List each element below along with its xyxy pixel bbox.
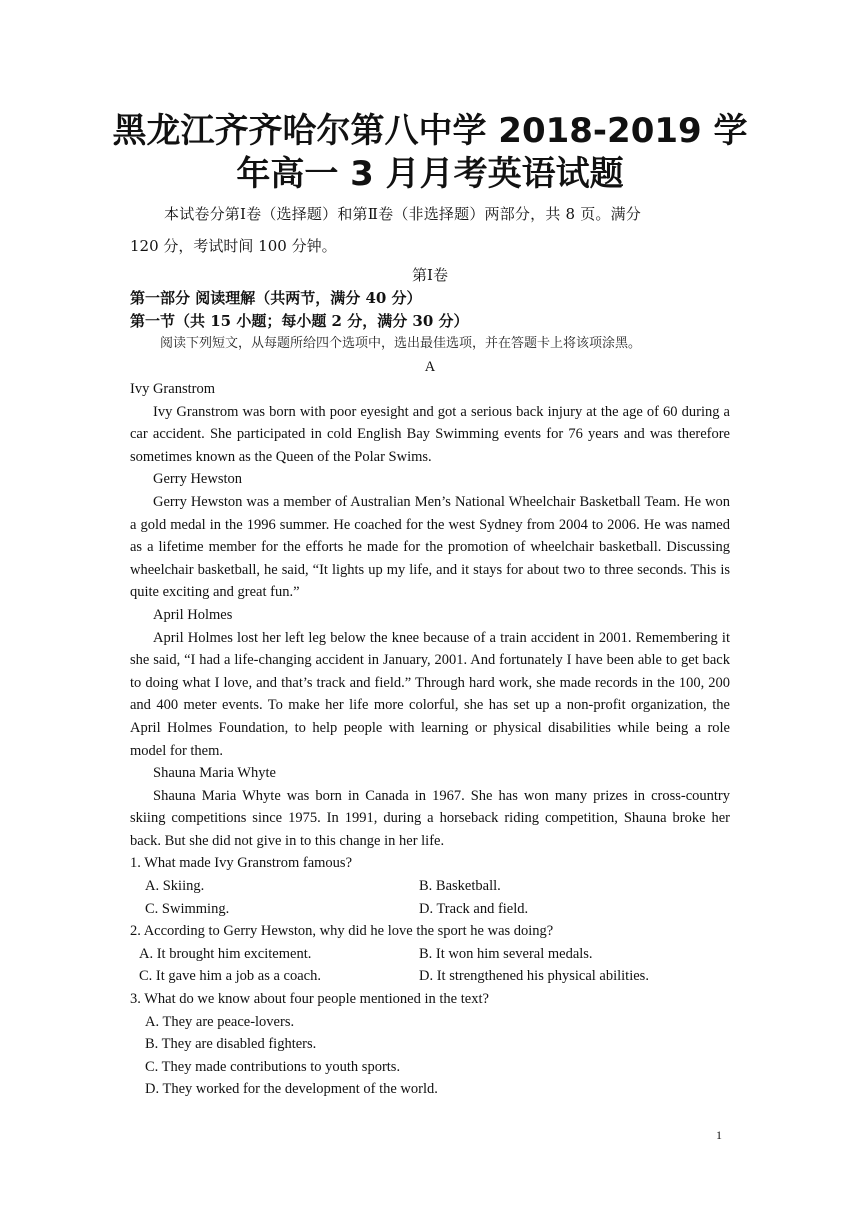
exam-title-line-2: 年高一 3 月月考英语试题 xyxy=(236,154,624,194)
passage-label: A xyxy=(424,359,436,375)
person-name: April Holmes xyxy=(153,606,233,623)
person-name: Gerry Hewston xyxy=(153,471,242,488)
part-one-heading: 第一部分 阅读理解（共两节，满分 40 分） xyxy=(130,289,422,307)
option-b: B. They are disabled fighters. xyxy=(145,1036,317,1053)
page-number: 1 xyxy=(716,1128,722,1142)
person-paragraph: Gerry Hewston was a member of Australian Men’s National Wheelchair Basketball Team. He won a gold medal in the 1996 summer. He coached for the west Sydney from 2004 to 2006. He was named as a lifetime member for the efforts he made for the promotion of wheelchair basketball. Discussing wheelchair basketball, he said, “It lights up my life, and it stays for about two to three seconds. This is quite exciting and great fun.” xyxy=(130,493,730,601)
person-name: Shauna Maria Whyte xyxy=(153,765,276,782)
option-a: A. It brought him excitement. xyxy=(139,945,312,962)
question-stem: 1. What made Ivy Granstrom famous? xyxy=(130,855,353,872)
option-a: A. Skiing. xyxy=(145,878,205,895)
option-d: D. Track and field. xyxy=(419,900,529,917)
exam-intro-line-2: 120 分，考试时间 100 分钟。 xyxy=(130,237,337,255)
option-c: C. They made contributions to youth sports. xyxy=(145,1058,401,1075)
option-a: A. They are peace-lovers. xyxy=(145,1013,295,1030)
option-c: C. Swimming. xyxy=(145,900,230,917)
person-paragraph: Shauna Maria Whyte was born in Canada in 1967. She has won many prizes in cross-country skiing competitions since 1975. In 1991, during a horseback riding competition, Shauna broke her back. But she did not give in to this change in her life. xyxy=(130,787,730,849)
option-d: D. They worked for the development of the world. xyxy=(145,1081,438,1098)
question-stem: 2. According to Gerry Hewston, why did he love the sport he was doing? xyxy=(130,923,554,940)
option-d: D. It strengthened his physical abilities. xyxy=(419,968,649,985)
option-b: B. It won him several medals. xyxy=(419,945,593,962)
option-b: B. Basketball. xyxy=(419,878,501,895)
exam-title-line-1: 黑龙江齐齐哈尔第八中学 2018-2019 学 xyxy=(112,111,748,151)
option-c: C. It gave him a job as a coach. xyxy=(139,968,321,985)
question-options-row xyxy=(130,943,730,966)
section-one-heading: 第一节（共 15 小题；每小题 2 分，满分 30 分） xyxy=(130,312,469,330)
person-name: Ivy Granstrom xyxy=(130,381,215,397)
question-options-row xyxy=(130,875,730,898)
person-paragraph: April Holmes lost her left leg below the knee because of a train accident in 2001. Remembering it she said, “I had a life-changing accident in January, 2001. And fortunately I have been able to get back to doing what I love, and that’s track and field.” Through hard work, she made records in the 100, 200 and 400 meter events. To make her life more colorful, she has set up a non-profit organization, the April Holmes Foundation, to help people with learning or physical disabilities while being a role model for them. xyxy=(130,629,730,759)
reading-instruction: 阅读下列短文，从每题所给四个选项中，选出最佳选项，并在答题卡上将该项涂黑。 xyxy=(160,336,642,351)
volume-heading: 第Ⅰ卷 xyxy=(412,266,448,284)
question-stem: 3. What do we know about four people mentioned in the text? xyxy=(130,991,489,1008)
exam-intro-line-1: 本试卷分第Ⅰ卷（选择题）和第Ⅱ卷（非选择题）两部分，共 8 页。满分 xyxy=(164,205,642,223)
passage-body xyxy=(130,378,730,1101)
question-options-row xyxy=(130,965,730,988)
question-options-row xyxy=(130,898,730,921)
person-paragraph: Ivy Granstrom was born with poor eyesight and got a serious back injury at the age of 60 during a car accident. She participated in cold English Bay Swimming events for 76 years and was therefore sometimes known as the Queen of the Polar Swims. xyxy=(130,403,730,465)
